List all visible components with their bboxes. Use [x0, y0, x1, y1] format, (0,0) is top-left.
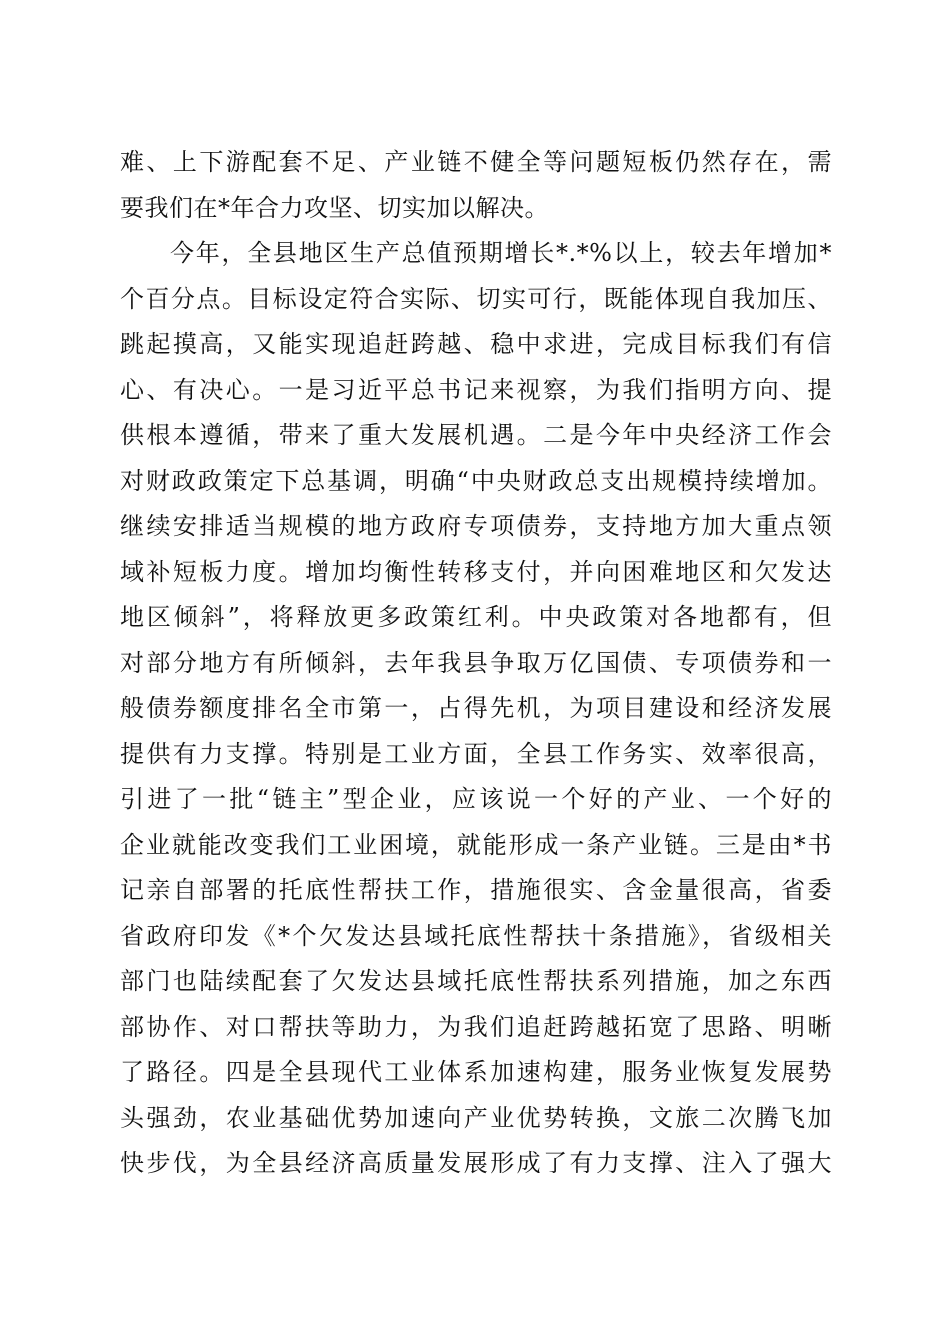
text-line: 省政府印发《*个欠发达县域托底性帮扶十条措施》，省级相关	[120, 921, 832, 950]
text-line: 跳起摸高，又能实现追赶跨越、稳中求进，完成目标我们有信	[120, 330, 832, 358]
text-line: 难、上下游配套不足、产业链不健全等问题短板仍然存在，需	[120, 148, 832, 176]
text-line: 提供有力支撑。特别是工业方面，全县工作务实、效率很高，	[120, 739, 832, 768]
paragraph-first-line: 今年，全县地区生产总值预期增长*.*%以上，较去年增加*	[170, 239, 832, 267]
text-line: 般债券额度排名全市第一，占得先机，为项目建设和经济发展	[120, 694, 832, 722]
text-line: 个百分点。目标设定符合实际、切实可行，既能体现自我加压、	[120, 284, 832, 313]
text-line: 心、有决心。一是习近平总书记来视察，为我们指明方向、提	[120, 375, 832, 404]
text-line: 对财政政策定下总基调，明确“中央财政总支出规模持续增加。	[120, 466, 832, 495]
text-line: 对部分地方有所倾斜，去年我县争取万亿国债、专项债券和一	[120, 648, 832, 677]
text-line: 域补短板力度。增加均衡性转移支付，并向困难地区和欠发达	[120, 557, 832, 586]
text-line: 记亲自部署的托底性帮扶工作，措施很实、含金量很高，省委	[120, 876, 832, 904]
body-text	[120, 140, 832, 1187]
text-line: 继续安排适当规模的地方政府专项债券，支持地方加大重点领	[120, 512, 832, 540]
text-line: 快步伐，为全县经济高质量发展形成了有力支撑、注入了强大	[120, 1149, 832, 1177]
text-line: 地区倾斜”，将释放更多政策红利。中央政策对各地都有，但	[120, 603, 832, 631]
text-line: 要我们在*年合力攻坚、切实加以解决。	[120, 193, 549, 222]
text-line: 供根本遵循，带来了重大发展机遇。二是今年中央经济工作会	[120, 421, 832, 449]
text-line: 企业就能改变我们工业困境，就能形成一条产业链。三是由*书	[120, 830, 832, 859]
text-line: 部门也陆续配套了欠发达县域托底性帮扶系列措施，加之东西	[120, 967, 832, 995]
text-line: 部协作、对口帮扶等助力，为我们追赶跨越拓宽了思路、明晰	[120, 1012, 832, 1041]
text-line: 了路径。四是全县现代工业体系加速构建，服务业恢复发展势	[120, 1058, 832, 1086]
text-line: 头强劲，农业基础优势加速向产业优势转换，文旅二次腾飞加	[120, 1103, 832, 1132]
text-line: 引进了一批“链主”型企业，应该说一个好的产业、一个好的	[120, 785, 832, 813]
